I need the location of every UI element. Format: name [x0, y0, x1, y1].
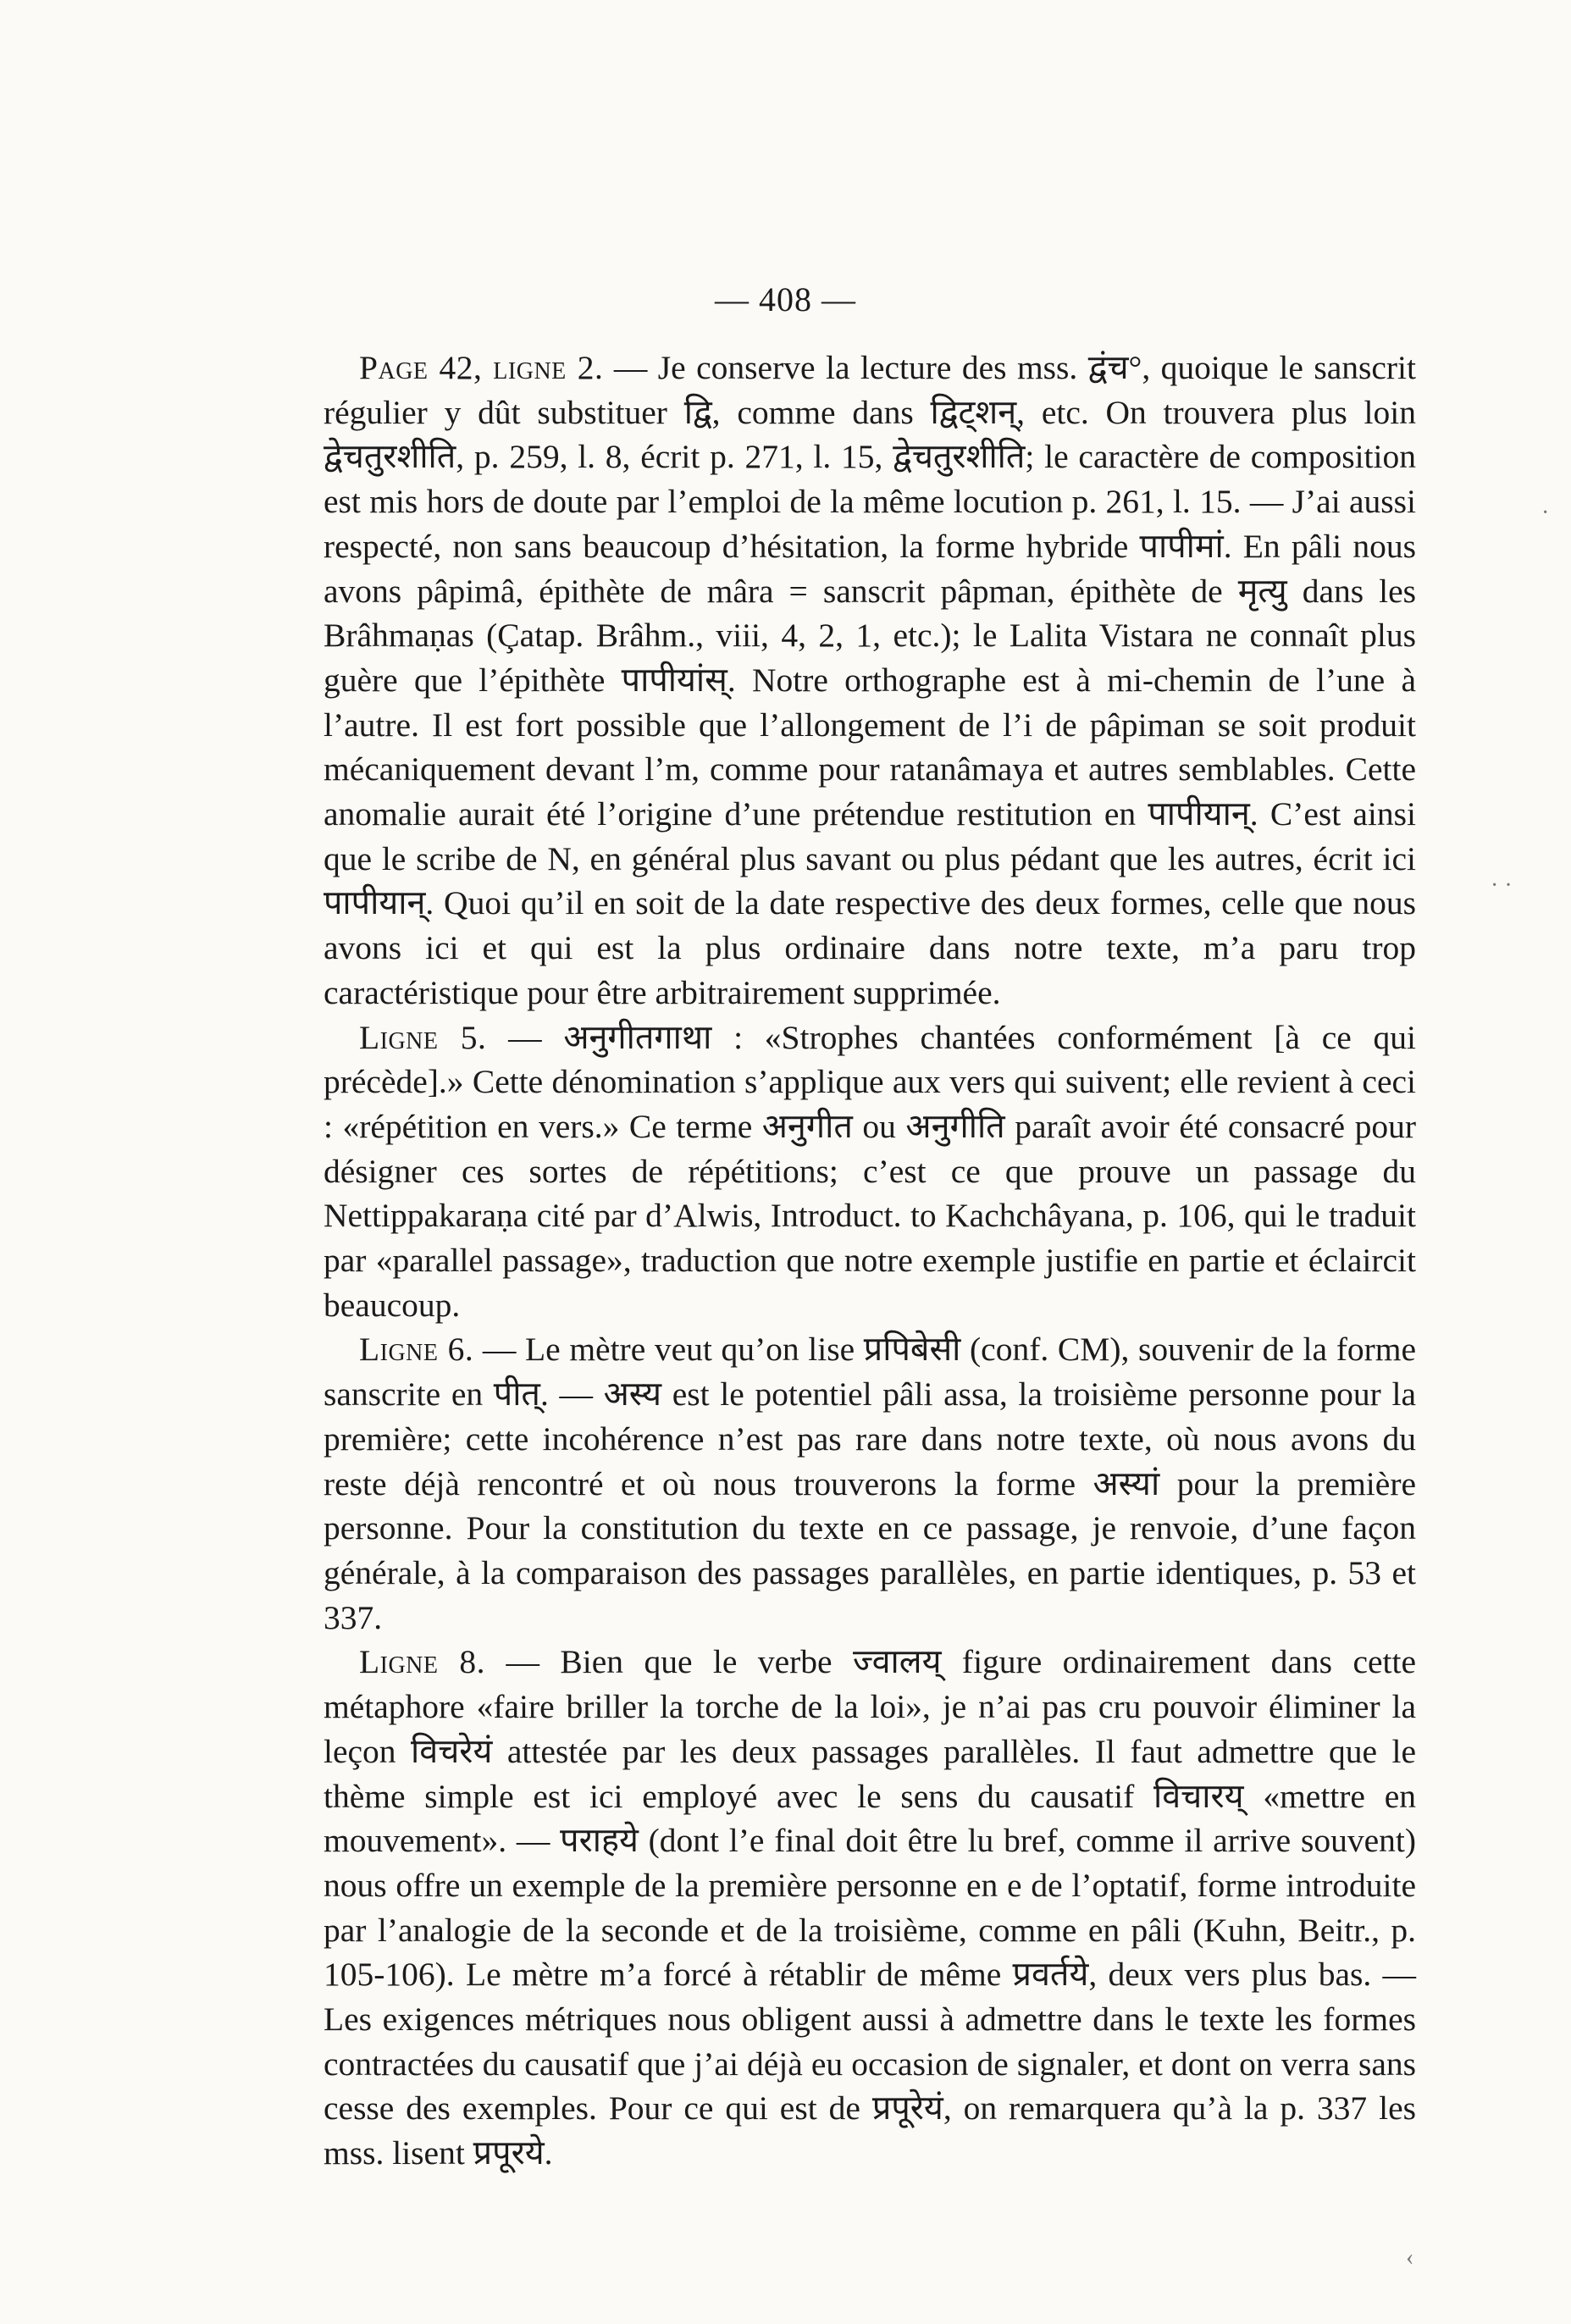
- note-paragraph: [324, 346, 1416, 1015]
- note-reference: Page 42, ligne 2.: [359, 349, 604, 386]
- note-reference: Ligne 5.: [359, 1018, 487, 1056]
- note-text: — Le mètre veut qu’on lise प्रपिबेसी (conf. CM), souvenir de la forme sanscrite en पीत्. — अस्य est le potentiel pâli assa, la troisième personne pour la première; cette incohérence n’est pas rare dans notre texte, où nous avons du reste déjà rencontré et où nous trouverons la forme अस्यां pour la première personne. Pour la constitution du texte en ce passage, je renvoie, d’une façon générale, à la comparaison des passages parallèles, en partie identiques, p. 53 et 337.: [324, 1331, 1417, 1636]
- page-number: — 408 —: [715, 280, 856, 318]
- body-text: [324, 346, 1416, 2176]
- note-reference: Ligne 6.: [359, 1331, 474, 1369]
- note-text: — Bien que le verbe ज्वालय् figure ordinairement dans cette métaphore «faire briller la torche de la loi», je n’ai pas cru pouvoir éliminer la leçon विचरेयं attestée par les deux passages parallèles. Il faut admettre que le thème simple est ici employé avec le sens du causatif विचारय् «mettre en mouvement». — पराहये (dont l’e final doit être lu bref, comme il arrive souvent) nous offre un exemple de la première personne en e de l’optatif, forme introduite par l’analogie de la seconde et de la troisième, comme en pâli (Kuhn, Beitr., p. 105-106). Le mètre m’a forcé à rétablir de même प्रवर्तये, deux vers plus bas. — Les exigences métriques nous obligent aussi à admettre dans le texte les formes contractées du causatif que j’ai déjà eu occasion de signaler, et dont on verra sans cesse des exemples. Pour ce qui est de प्रपूरेयं, on remarquera qu’à la p. 337 les mss. lisent प्रपूरये.: [324, 1643, 1417, 2172]
- note-reference: Ligne 8.: [359, 1643, 486, 1681]
- scan-speck: · ·: [1491, 872, 1513, 899]
- note-paragraph: [324, 1015, 1416, 1328]
- scan-speck: ‹: [1406, 2244, 1414, 2271]
- note-text: — Je conserve la lecture des mss. द्वंच°, quoique le sanscrit régulier y dût substituer द्वि, comme dans द्विट्शन्, etc. On trouvera plus loin द्वेचतुरशीति, p. 259, l. 8, écrit p. 271, l. 15, द्वेचतुरशीति; le caractère de composition est mis hors de doute par l’emploi de la même locution p. 261, l. 15. — J’ai aussi respecté, non sans beaucoup d’hésitation, la forme hybride पापीमां. En pâli nous avons pâpimâ, épithète de mâra = sanscrit pâpman, épithète de मृत्यु dans les Brâhmaṇas (Çatap. Brâhm., viii, 4, 2, 1, etc.); le Lalita Vistara ne connaît plus guère que l’épithète पापीयांस्. Notre orthographe est à mi-chemin de l’une à l’autre. Il est fort possible que l’allongement de l’i de pâpiman se soit produit mécaniquement devant l’m, comme pour ratanâmaya et autres semblables. Cette anomalie aurait été l’origine d’une prétendue restitution en पापीयान्. C’est ainsi que le scribe de N, en général plus savant ou plus pédant que les autres, écrit ici पापीयान्. Quoi qu’il en soit de la date respective des deux formes, celle que nous avons ici et qui est la plus ordinaire dans notre texte, m’a paru trop caractéristique pour être arbitrairement supprimée.: [324, 349, 1416, 1011]
- note-paragraph: [324, 1640, 1416, 2175]
- scan-speck: ·: [1541, 500, 1550, 526]
- note-paragraph: [324, 1327, 1416, 1640]
- note-text: — अनुगीतगाथा : «Strophes chantées conformément [à ce qui précède].» Cette dénomination s’applique aux vers qui suivent; elle revient à ceci : «répétition en vers.» Ce terme अनुगीत ou अनुगीति paraît avoir été consacré pour désigner ces sortes de répétitions; c’est ce que prouve un passage du Nettippakaraṇa cité par d’Alwis, Introduct. to Kachchâyana, p. 106, qui le traduit par «parallel passage», traduction que notre exemple justifie en partie et éclaircit beaucoup.: [324, 1018, 1416, 1324]
